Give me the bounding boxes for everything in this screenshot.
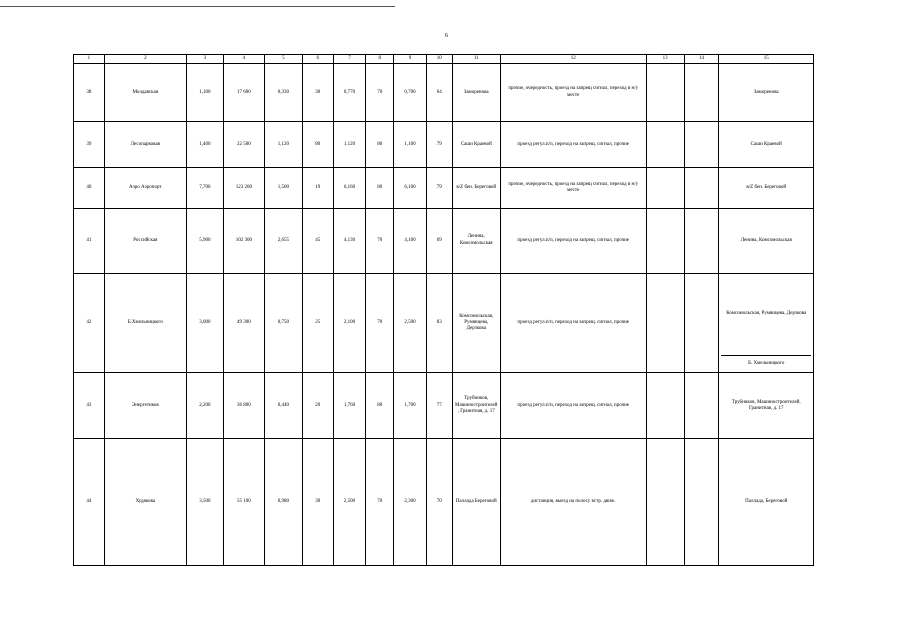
table-cell-c7: 2,100 bbox=[333, 273, 366, 372]
table-cell-c12: проезд регул.п/п, переход на запрещ. сигнал, прочие bbox=[500, 208, 646, 273]
table-cell-c9: 0,700 bbox=[394, 64, 427, 122]
table-cell-c6: 45 bbox=[302, 208, 333, 273]
table-cell-c4: 22 500 bbox=[223, 122, 264, 168]
table-cell-c12: прочие, очередность, проезд на запрещ сигнал, переход в н/у месте bbox=[500, 168, 646, 208]
table-cell-c4: 102 300 bbox=[223, 208, 264, 273]
table-cell-c15: Ленина, Комсомольская bbox=[719, 208, 814, 273]
table-cell-c15-bottom: Б. Хмельницкого bbox=[748, 360, 785, 366]
column-header: 3 bbox=[186, 55, 223, 64]
table-cell-c10: 77 bbox=[426, 373, 452, 439]
table-cell-c5: 0,980 bbox=[264, 439, 302, 566]
table-row bbox=[74, 273, 814, 372]
table-cell-c2: Худякова bbox=[104, 439, 186, 566]
table-cell-c15 bbox=[719, 273, 814, 372]
table-cell-c3: 1,100 bbox=[186, 64, 223, 122]
table-cell-c1: 41 bbox=[74, 208, 105, 273]
data-table bbox=[73, 54, 814, 566]
table-cell-c1: 43 bbox=[74, 373, 105, 439]
table-cell-c5: 1,120 bbox=[264, 122, 302, 168]
table-cell-c2: Энергетиков bbox=[104, 373, 186, 439]
table-cell-c8: 70 bbox=[366, 273, 394, 372]
table-row bbox=[74, 168, 814, 208]
table-cell-c13 bbox=[646, 208, 684, 273]
table-cell-c13 bbox=[646, 439, 684, 566]
table-cell-c11: Паллада Береговой bbox=[452, 439, 500, 566]
table-cell-c6: 19 bbox=[302, 168, 333, 208]
table-cell-c9: 2,500 bbox=[394, 273, 427, 372]
table-row bbox=[74, 208, 814, 273]
column-header: 12 bbox=[500, 55, 646, 64]
column-header: 8 bbox=[366, 55, 394, 64]
table-cell-c6: 25 bbox=[302, 273, 333, 372]
table-cell-c1: 40 bbox=[74, 168, 105, 208]
table-cell-c4: 123 200 bbox=[223, 168, 264, 208]
table-cell-c5: 0,330 bbox=[264, 64, 302, 122]
table-cell-c8: 70 bbox=[366, 64, 394, 122]
table-cell-c3: 7,700 bbox=[186, 168, 223, 208]
table-cell-c14 bbox=[684, 208, 719, 273]
table-cell-c14 bbox=[684, 122, 719, 168]
table-cell-c8: 80 bbox=[366, 122, 394, 168]
table-cell-c4: 17 600 bbox=[223, 64, 264, 122]
table-cell-c1: 38 bbox=[74, 64, 105, 122]
table-cell-c7: 0,770 bbox=[333, 64, 366, 122]
table-cell-c9: 6,100 bbox=[394, 168, 427, 208]
table-cell-c1: 42 bbox=[74, 273, 105, 372]
table-cell-c9: 2,300 bbox=[394, 439, 427, 566]
table-cell-c10: 79 bbox=[426, 122, 452, 168]
column-header: 6 bbox=[302, 55, 333, 64]
table-cell-c9: 1,700 bbox=[394, 373, 427, 439]
table-cell-c1: 44 bbox=[74, 439, 105, 566]
table-cell-c14 bbox=[684, 64, 719, 122]
table-cell-c7: 4,130 bbox=[333, 208, 366, 273]
table-cell-c6: 20 bbox=[302, 373, 333, 439]
table-cell-c11: Комсомольская, Румянцева, Дерзкова bbox=[452, 273, 500, 372]
table-cell-c12: проезд регул.п/п, переход на запрещ. сигнал, прочие bbox=[500, 122, 646, 168]
table-cell-c4: 55 100 bbox=[223, 439, 264, 566]
column-header: 2 bbox=[104, 55, 186, 64]
column-header: 4 bbox=[223, 55, 264, 64]
table-cell-c12: дистанция, выезд на полосу встр. движ. bbox=[500, 439, 646, 566]
table-cell-c10: 69 bbox=[426, 208, 452, 273]
table-cell-c15: в/Z бен. Береговой bbox=[719, 168, 814, 208]
table-cell-c5: 2,655 bbox=[264, 208, 302, 273]
top-rule-line bbox=[0, 6, 395, 7]
table-cell-c10: 64 bbox=[426, 64, 452, 122]
table-cell-c10: 79 bbox=[426, 168, 452, 208]
table-cell-c8: 80 bbox=[366, 168, 394, 208]
table-cell-c5: 0,750 bbox=[264, 273, 302, 372]
table-cell-c7: 2,500 bbox=[333, 439, 366, 566]
column-header: 15 bbox=[719, 55, 814, 64]
table-cell-c11: в/Z бен. Береговой bbox=[452, 168, 500, 208]
table-cell-c5: 0,440 bbox=[264, 373, 302, 439]
table-cell-c12: проезд регул.п/п, переход на запрещ. сигнал, прочие bbox=[500, 373, 646, 439]
table-cell-c4: 49 300 bbox=[223, 273, 264, 372]
table-cell-c14 bbox=[684, 373, 719, 439]
header-row bbox=[74, 55, 814, 64]
table-cell-c15: Саши Краевой bbox=[719, 122, 814, 168]
table-cell-c2: Лесопарковая bbox=[104, 122, 186, 168]
table-cell-c11: Трубников, Машиностроителей, Гранитная, д. 17 bbox=[452, 373, 500, 439]
table-cell-c14 bbox=[684, 273, 719, 372]
table-cell-c14 bbox=[684, 168, 719, 208]
table-cell-c11: Заморенова bbox=[452, 64, 500, 122]
table-cell-c13 bbox=[646, 122, 684, 168]
table-cell-c9: 1,100 bbox=[394, 122, 427, 168]
table-cell-c1: 39 bbox=[74, 122, 105, 168]
table-cell-c14 bbox=[684, 439, 719, 566]
table-cell-c15-top: Комсомольская, Румянцева, Дерзкова bbox=[721, 274, 811, 356]
table-cell-c9: 4,100 bbox=[394, 208, 427, 273]
column-header: 10 bbox=[426, 55, 452, 64]
page-number: 6 bbox=[445, 33, 448, 39]
table-cell-c6: 80 bbox=[302, 122, 333, 168]
table-row bbox=[74, 122, 814, 168]
table-row bbox=[74, 373, 814, 439]
table-cell-c6: 30 bbox=[302, 439, 333, 566]
table-cell-c2: Российская bbox=[104, 208, 186, 273]
column-header: 11 bbox=[452, 55, 500, 64]
table-cell-c11: Саши Краевой bbox=[452, 122, 500, 168]
table-cell-c7: 1,760 bbox=[333, 373, 366, 439]
table-cell-c13 bbox=[646, 168, 684, 208]
table-cell-c13 bbox=[646, 64, 684, 122]
table-cell-c2: Молдавская bbox=[104, 64, 186, 122]
table-body bbox=[74, 64, 814, 566]
table-cell-c3: 1,400 bbox=[186, 122, 223, 168]
table-cell-c8: 70 bbox=[366, 208, 394, 273]
table-cell-c2: Аэро Аэропорт bbox=[104, 168, 186, 208]
table-cell-c10: 70 bbox=[426, 439, 452, 566]
table-cell-c7: 1,120 bbox=[333, 122, 366, 168]
table-cell-c10: 83 bbox=[426, 273, 452, 372]
table-cell-c2: Б.Хмельницкого bbox=[104, 273, 186, 372]
table-cell-c3: 3,500 bbox=[186, 439, 223, 566]
table-cell-c6: 30 bbox=[302, 64, 333, 122]
table-row bbox=[74, 439, 814, 566]
table-cell-c13 bbox=[646, 373, 684, 439]
table-cell-c8: 80 bbox=[366, 373, 394, 439]
table-cell-c15: Трубников, Машиностроителей, Гранитная, д. 17 bbox=[719, 373, 814, 439]
table-cell-c7: 6,160 bbox=[333, 168, 366, 208]
table-cell-c15: Заморенова bbox=[719, 64, 814, 122]
table-cell-c8: 70 bbox=[366, 439, 394, 566]
table-cell-c12: проезд регул.п/п, переход на запрещ. сигнал, прочие bbox=[500, 273, 646, 372]
column-header: 14 bbox=[684, 55, 719, 64]
table-cell-c5: 1,500 bbox=[264, 168, 302, 208]
table-cell-c4: 36 800 bbox=[223, 373, 264, 439]
table-cell-c3: 2,200 bbox=[186, 373, 223, 439]
column-header: 1 bbox=[74, 55, 105, 64]
table-row bbox=[74, 64, 814, 122]
table-cell-c3: 3,000 bbox=[186, 273, 223, 372]
table-cell-c12: прочие, очередность, проезд на запрещ сигнал, переход в н/у месте bbox=[500, 64, 646, 122]
table-cell-c11: Ленина, Комсомольская bbox=[452, 208, 500, 273]
column-header: 9 bbox=[394, 55, 427, 64]
table-cell-c15: Паллада, Береговой bbox=[719, 439, 814, 566]
column-header: 13 bbox=[646, 55, 684, 64]
table-cell-c13 bbox=[646, 273, 684, 372]
column-header: 7 bbox=[333, 55, 366, 64]
column-header: 5 bbox=[264, 55, 302, 64]
table-cell-c3: 5,900 bbox=[186, 208, 223, 273]
